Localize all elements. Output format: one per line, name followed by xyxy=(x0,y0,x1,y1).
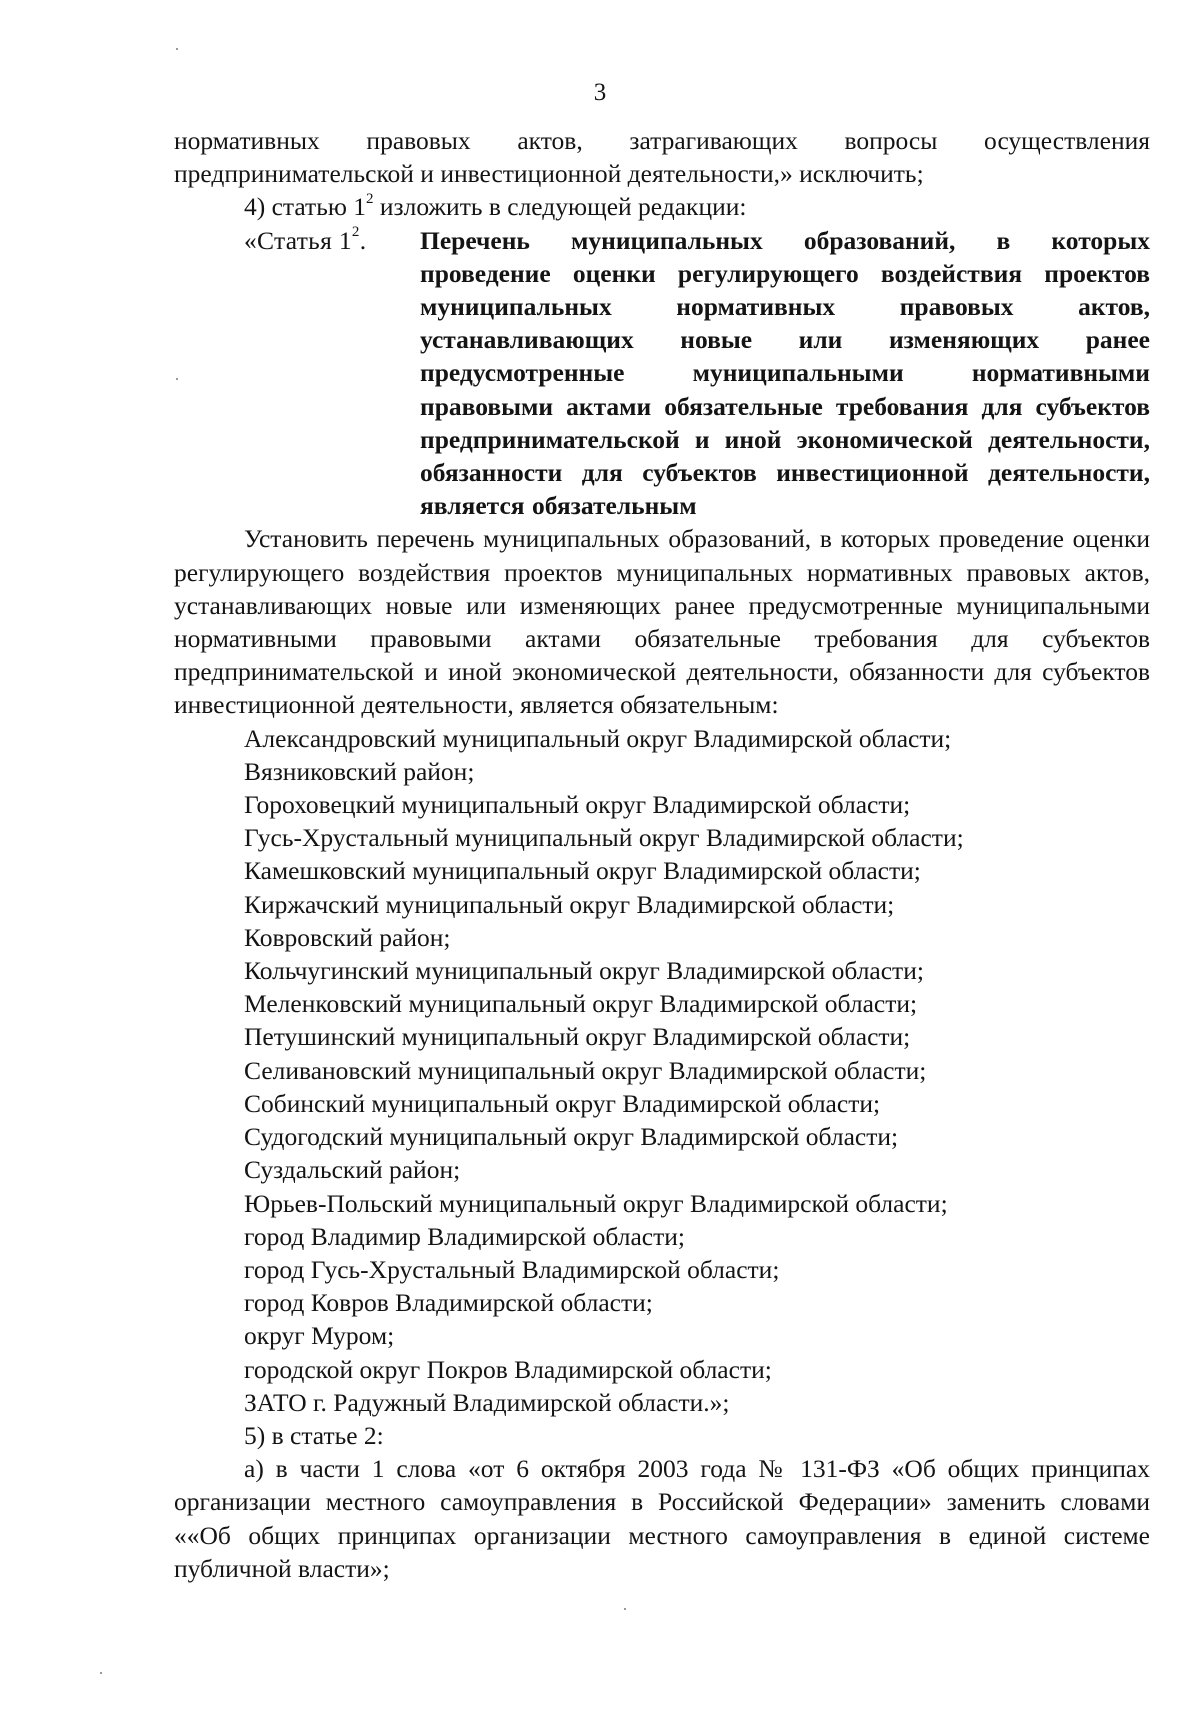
list-item: ЗАТО г. Радужный Владимирской области.»; xyxy=(244,1387,730,1417)
list-item: Собинский муниципальный округ Владимирской области; xyxy=(244,1088,881,1118)
document-body xyxy=(174,124,1150,1585)
article-label-prefix: «Статья 1 xyxy=(244,225,352,255)
article-label xyxy=(244,224,420,523)
list-item: город Гусь-Хрустальный Владимирской области; xyxy=(244,1254,780,1284)
article-intro-paragraph: Установить перечень муниципальных образований, в которых проведение оценки регулирующего воздействия проектов муниципальных нормативных правовых актов, устанавливающих новые или изменяющих ранее предусмотренные муниципальными нормативными правовыми актами обязательные требования для субъектов предпринимательской и иной экономической деятельности, обязанности для субъектов инвестиционной деятельности, является обязательным: xyxy=(174,524,1150,720)
scan-speck xyxy=(176,48,178,50)
item-4-superscript: 2 xyxy=(366,190,374,207)
list-item: Кольчугинский муниципальный округ Владимирской области; xyxy=(244,956,924,986)
paragraph-continuation: нормативных правовых актов, затрагивающих вопросы осуществления предпринимательской и инвестиционной деятельности,» исключить; xyxy=(174,126,1150,189)
list-item: Киржачский муниципальный округ Владимирской области; xyxy=(244,889,895,919)
list-item: Гороховецкий муниципальный округ Владимирской области; xyxy=(244,790,911,820)
list-item: Судогодский муниципальный округ Владимирской области; xyxy=(244,1122,899,1152)
article-label-suffix: . xyxy=(359,225,367,255)
article-heading xyxy=(174,224,1150,523)
list-item: Александровский муниципальный округ Владимирской области; xyxy=(244,723,952,753)
list-item: Вязниковский район; xyxy=(244,756,475,786)
list-item: Меленковский муниципальный округ Владимирской области; xyxy=(244,989,918,1019)
list-item: Суздальский район; xyxy=(244,1155,461,1185)
list-item: городской округ Покров Владимирской области; xyxy=(244,1354,772,1384)
list-item: Юрьев-Польский муниципальный округ Владимирской области; xyxy=(244,1188,948,1218)
list-item: город Ковров Владимирской области; xyxy=(244,1288,653,1318)
article-title: Перечень муниципальных образований, в которых проведение оценки регулирующего воздействия проектов муниципальных нормативных правовых актов, устанавливающих новые или изменяющих ранее предусмотренные муниципальными нормативными правовыми актами обязательные требования для субъектов предпринимательской и иной экономической деятельности, обязанности для субъектов инвестиционной деятельности, является обязательным xyxy=(420,225,1150,521)
list-item: город Владимир Владимирской области; xyxy=(244,1221,685,1251)
list-item: Петушинский муниципальный округ Владимирской области; xyxy=(244,1022,911,1052)
list-item: Селивановский муниципальный округ Владимирской области; xyxy=(244,1055,927,1085)
paragraph-item-4 xyxy=(174,190,1150,223)
scan-speck xyxy=(100,1672,102,1674)
scan-speck xyxy=(624,1608,626,1610)
page-number: 3 xyxy=(593,79,607,106)
list-item: Камешковский муниципальный округ Владимирской области; xyxy=(244,856,921,886)
list-item: округ Муром; xyxy=(244,1321,395,1351)
item-4-text-start: 4) статью 1 xyxy=(244,192,366,222)
list-item: Ковровский район; xyxy=(244,922,451,952)
paragraph-item-5: 5) в статье 2: xyxy=(244,1420,384,1450)
list-item: Гусь-Хрустальный муниципальный округ Владимирской области; xyxy=(244,823,964,853)
municipalities-list xyxy=(174,722,1150,1419)
paragraph-item-5a: а) в части 1 слова «от 6 октября 2003 года № 131-ФЗ «Об общих принципах организации местного самоуправления в Российской Федерации» заменить словами ««Об общих принципах организации местного самоуправления в единой системе публичной власти»; xyxy=(174,1454,1150,1583)
article-label-superscript: 2 xyxy=(351,224,360,241)
item-4-text-end: изложить в следующей редакции: xyxy=(373,192,747,222)
